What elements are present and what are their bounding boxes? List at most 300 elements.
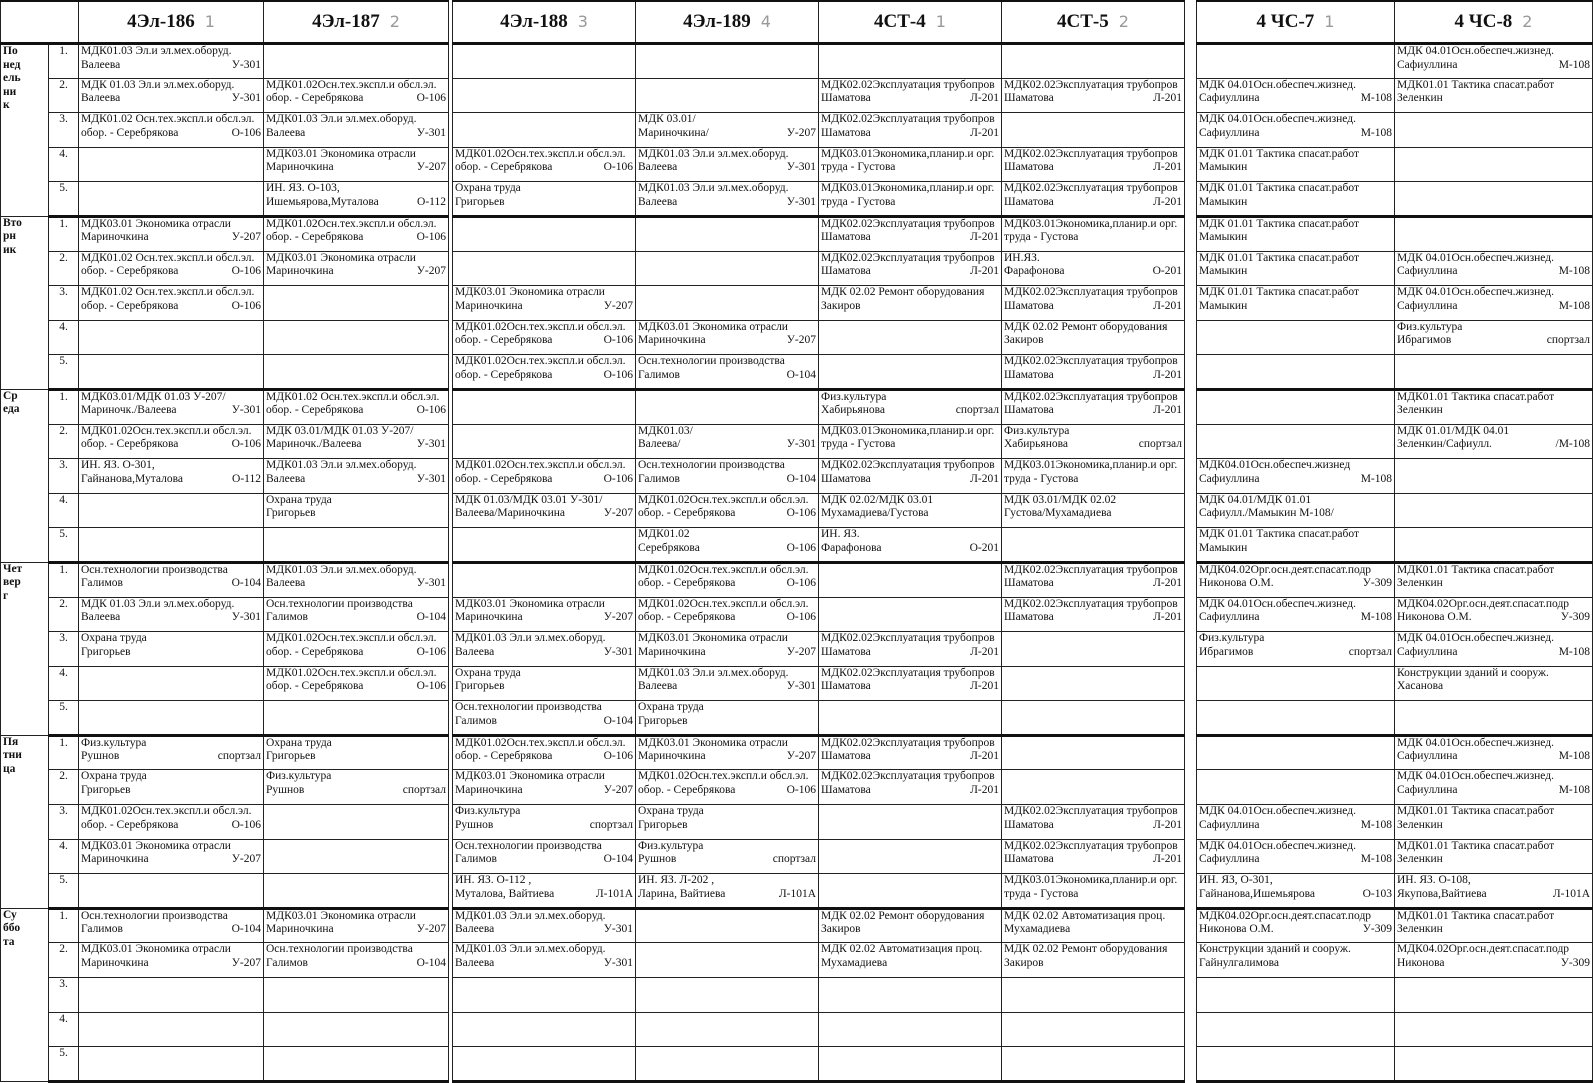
- teacher: обор. - Серебрякова: [638, 611, 736, 623]
- subject: МДК01.02Осн.тех.экспл.и обсл.эл.: [266, 217, 437, 230]
- teacher: Никонова О.М.: [1199, 923, 1274, 936]
- group-name: 4Эл-189: [683, 11, 751, 32]
- lesson-cell: [264, 528, 449, 563]
- teacher: Мариночкина: [455, 299, 523, 312]
- lesson-cell: [819, 424, 1002, 459]
- teacher-line: [266, 231, 446, 245]
- teacher-line: [638, 334, 816, 348]
- lesson-cell: [1197, 424, 1395, 459]
- teacher: Закиров: [1004, 334, 1044, 347]
- room: О-112: [417, 195, 446, 208]
- subject: Осн.технологии производства: [81, 909, 228, 922]
- subject: МДК01.03 Эл.и эл.мех.оборуд.: [455, 943, 606, 956]
- group-name: 4Эл-187: [312, 11, 380, 32]
- schedule-table-chs7-chs8: [1196, 0, 1593, 1083]
- lesson-cell: [1395, 1012, 1593, 1047]
- lesson-cell: [636, 805, 819, 840]
- lesson-cell: [1197, 701, 1395, 736]
- room: О-106: [416, 92, 446, 105]
- teacher-line: [1397, 646, 1590, 660]
- lesson-cell: [1002, 251, 1185, 286]
- room: спортзал: [1348, 645, 1392, 658]
- room: О-106: [786, 541, 816, 554]
- teacher-line: [1004, 161, 1182, 175]
- teacher-line: [1199, 923, 1392, 937]
- group-header-e189: [636, 1, 819, 44]
- teacher-line: [1199, 819, 1392, 833]
- subject: МДК 01.01 Тактика спасат.работ: [1199, 217, 1359, 230]
- lesson-row: [819, 632, 1185, 667]
- lesson-row: [453, 528, 819, 563]
- lesson-number: [49, 597, 79, 632]
- lesson-row: [453, 1012, 819, 1047]
- subject: МДК01.02 Осн.тех.экспл.и обсл.эл.: [266, 390, 440, 403]
- lesson-row: [1197, 943, 1593, 978]
- teacher: Мариночкина: [266, 265, 334, 278]
- room: [995, 438, 999, 452]
- subject: МДК01.02Осн.тех.экспл.и обсл.эл.: [266, 632, 437, 645]
- room: О-106: [603, 472, 633, 485]
- subject: Физ.культура: [1199, 632, 1265, 645]
- room: [1178, 507, 1182, 521]
- teacher-line: [1004, 92, 1182, 106]
- subject: МДК01.02 Осн.тех.экспл.и обсл.эл.: [81, 113, 255, 126]
- teacher: Галимов: [266, 956, 308, 969]
- lesson-cell: [453, 216, 636, 251]
- room: Л-201: [970, 750, 999, 763]
- lesson-row: [819, 597, 1185, 632]
- subject: МДК 04.01Осн.обеспеч.жизнед.: [1199, 839, 1356, 852]
- group-name: 4СТ-5: [1057, 11, 1109, 32]
- lesson-row: [819, 113, 1185, 148]
- teacher-line: [455, 473, 633, 487]
- room: Л-201: [1153, 299, 1182, 312]
- room: У-301: [603, 923, 633, 936]
- lesson-cell: [79, 908, 264, 943]
- teacher: Мариночкина: [638, 750, 706, 763]
- lesson-cell: [636, 251, 819, 286]
- group-name: 4 ЧС-7: [1256, 11, 1315, 32]
- lesson-row: [1, 44, 449, 79]
- lesson-cell: [264, 839, 449, 874]
- lesson-number: [49, 839, 79, 874]
- lesson-row: [819, 908, 1185, 943]
- lesson-number: [49, 78, 79, 113]
- room: О-106: [603, 368, 633, 381]
- lesson-row: [453, 113, 819, 148]
- lesson-row: [819, 528, 1185, 563]
- teacher: Валеева: [638, 161, 678, 174]
- teacher: Григорьев: [455, 195, 505, 208]
- lesson-row: [1197, 1012, 1593, 1047]
- teacher-line: [1199, 507, 1392, 521]
- lesson-cell: [1002, 528, 1185, 563]
- lesson-cell: [79, 839, 264, 874]
- lesson-row: [1, 493, 449, 528]
- subject: Охрана труда: [638, 701, 704, 714]
- lesson-cell: [819, 44, 1002, 79]
- lesson-row: [819, 147, 1185, 182]
- teacher-line: [81, 300, 261, 314]
- lesson-row: [1197, 701, 1593, 736]
- lesson-cell: [453, 1012, 636, 1047]
- subject: МДК02.02Эксплуатация трубопров: [821, 113, 995, 126]
- subject: МДК 02.02 Автоматизация проц.: [821, 943, 983, 956]
- group-name: 4СТ-4: [874, 11, 926, 32]
- group-header-e186: [79, 1, 264, 44]
- subject: МДК01.01 Тактика спасат.работ: [1397, 805, 1555, 818]
- teacher-line: [638, 888, 816, 902]
- teacher: Мухамадиева: [821, 956, 888, 969]
- teacher-line: [1004, 507, 1182, 521]
- lesson-number: [49, 286, 79, 321]
- lesson-cell: [1197, 78, 1395, 113]
- subject: Физ.культура: [1004, 424, 1070, 437]
- teacher: Сафиуллина: [1397, 645, 1458, 658]
- teacher-line: [638, 646, 816, 660]
- lesson-cell: [453, 735, 636, 770]
- teacher: обор. - Серебрякова: [455, 472, 553, 485]
- lesson-cell: [453, 389, 636, 424]
- lesson-cell: [1002, 735, 1185, 770]
- lesson-cell: [264, 943, 449, 978]
- teacher-line: [455, 853, 633, 867]
- teacher-line: [1397, 92, 1590, 106]
- subject: МДК 04.01/МДК 01.01: [1199, 493, 1312, 506]
- lesson-cell: [453, 44, 636, 79]
- room: [629, 196, 633, 210]
- lesson-cell: [636, 113, 819, 148]
- teacher: Никонова О.М.: [1199, 577, 1274, 590]
- room: У-207: [603, 299, 633, 312]
- teacher: Мариночк./Валеева: [266, 438, 362, 451]
- lesson-cell: [79, 735, 264, 770]
- lesson-cell: [453, 1047, 636, 1082]
- lesson-number-text: 5.: [59, 182, 68, 195]
- subject: Охрана труда: [81, 632, 147, 645]
- subject: Осн.технологии производства: [266, 597, 413, 610]
- room: [995, 196, 999, 210]
- lesson-cell: [636, 459, 819, 494]
- lesson-row: [1197, 147, 1593, 182]
- lesson-row: [453, 493, 819, 528]
- subject: МДК03.01Экономика,планир.и орг.: [1004, 217, 1178, 230]
- subject: МДК01.03 Эл.и эл.мех.оборуд.: [455, 909, 606, 922]
- subject: Физ.культура: [266, 770, 332, 783]
- subject: МДК02.02Эксплуатация трубопров: [1004, 839, 1178, 852]
- lesson-row: [1197, 320, 1593, 355]
- teacher-line: [1004, 231, 1182, 245]
- room: [257, 646, 261, 660]
- teacher-line: [455, 300, 633, 314]
- lesson-cell: [453, 182, 636, 217]
- lesson-cell: [1002, 1047, 1185, 1082]
- sheet-2-electric: [452, 0, 818, 1083]
- lesson-cell: [79, 182, 264, 217]
- room: [1178, 231, 1182, 245]
- teacher-line: [81, 923, 261, 937]
- teacher-line: [1199, 300, 1392, 314]
- room: [1178, 888, 1182, 902]
- subject: МДК 02.02/МДК 03.01: [821, 493, 934, 506]
- lesson-cell: [819, 113, 1002, 148]
- room: О-106: [786, 783, 816, 796]
- subject: МДК04.02Орг.осн.деят.спасат.подр: [1199, 563, 1372, 576]
- room: У-207: [603, 507, 633, 520]
- lesson-row: [819, 701, 1185, 736]
- lesson-cell: [453, 770, 636, 805]
- lesson-cell: [264, 978, 449, 1013]
- lesson-cell: [1395, 874, 1593, 909]
- subject: Физ.культура: [81, 736, 147, 749]
- teacher: труда - Густова: [1004, 231, 1079, 244]
- teacher-line: [1199, 542, 1392, 556]
- teacher: Сафиуллина: [1397, 265, 1458, 278]
- teacher-line: [1199, 888, 1392, 902]
- lesson-cell: [1395, 78, 1593, 113]
- lesson-cell: [1002, 874, 1185, 909]
- room: [1388, 300, 1392, 314]
- lesson-row: [1197, 78, 1593, 113]
- subject: Физ.культура: [821, 390, 887, 403]
- teacher-line: [821, 923, 999, 937]
- room: У-309: [1362, 923, 1392, 936]
- lesson-cell: [79, 44, 264, 79]
- subject: МДК02.02Эксплуатация трубопров: [1004, 182, 1178, 195]
- teacher-line: [266, 196, 446, 210]
- lesson-cell: [636, 216, 819, 251]
- teacher: обор. - Серебрякова: [81, 818, 179, 831]
- lesson-cell: [453, 320, 636, 355]
- lesson-cell: [819, 389, 1002, 424]
- teacher-line: [266, 265, 446, 279]
- lesson-row: [819, 666, 1185, 701]
- subject: Охрана труда: [455, 182, 521, 195]
- teacher-line: [1004, 265, 1182, 279]
- teacher: Шаматова: [1004, 161, 1054, 174]
- teacher-line: [1199, 957, 1392, 971]
- lesson-cell: [264, 770, 449, 805]
- lesson-cell: [636, 666, 819, 701]
- lesson-cell: [79, 1012, 264, 1047]
- teacher-line: [266, 507, 446, 521]
- lesson-cell: [636, 182, 819, 217]
- room: [629, 680, 633, 694]
- header-row: [453, 1, 819, 44]
- teacher-line: [1004, 369, 1182, 383]
- lesson-number: [49, 908, 79, 943]
- teacher: Шаматова: [821, 680, 871, 693]
- lesson-cell: [264, 666, 449, 701]
- room: О-106: [416, 231, 446, 244]
- lesson-number: [49, 182, 79, 217]
- lesson-cell: [819, 182, 1002, 217]
- room: Л-201: [970, 680, 999, 693]
- teacher-line: [638, 473, 816, 487]
- teacher-line: [1199, 646, 1392, 660]
- room: О-201: [1152, 265, 1182, 278]
- teacher-line: [81, 231, 261, 245]
- room: У-207: [416, 265, 446, 278]
- teacher-line: [455, 507, 633, 521]
- teacher: обор. - Серебрякова: [455, 161, 553, 174]
- teacher: Шаматова: [1004, 299, 1054, 312]
- teacher: Мариночкина/: [638, 126, 709, 139]
- teacher: обор. - Серебрякова: [266, 404, 364, 417]
- lesson-row: [1, 459, 449, 494]
- subject: МДК02.02Эксплуатация трубопров: [1004, 147, 1178, 160]
- lesson-cell: [1197, 805, 1395, 840]
- subject: МДК01.02Осн.тех.экспл.и обсл.эл.: [455, 459, 626, 472]
- room: У-207: [416, 923, 446, 936]
- lesson-row: [1, 805, 449, 840]
- lesson-cell: [1002, 943, 1185, 978]
- lesson-number-text: 3.: [59, 459, 68, 472]
- teacher: обор. - Серебрякова: [81, 299, 179, 312]
- room: [1388, 231, 1392, 245]
- lesson-cell: [264, 78, 449, 113]
- lesson-cell: [79, 1047, 264, 1082]
- teacher-line: [455, 715, 633, 729]
- teacher: Гайнанова,Ишемьярова: [1199, 887, 1315, 900]
- lesson-cell: [1395, 389, 1593, 424]
- teacher: Густова/Мухамадиева: [1004, 507, 1112, 520]
- group-header-chs8: [1395, 1, 1593, 44]
- lesson-cell: [1002, 978, 1185, 1013]
- room: Л-201: [970, 783, 999, 796]
- teacher-line: [1004, 196, 1182, 210]
- teacher-line: [1199, 853, 1392, 867]
- lesson-cell: [1002, 666, 1185, 701]
- teacher: Мариночкина: [81, 853, 149, 866]
- subject: МДК03.01 Экономика отрасли: [455, 286, 605, 299]
- handwritten-mark: 3: [577, 12, 588, 31]
- teacher: Шаматова: [821, 265, 871, 278]
- lesson-row: [819, 1047, 1185, 1082]
- lesson-cell: [264, 182, 449, 217]
- teacher-line: [1397, 888, 1590, 902]
- subject: МДК01.01 Тактика спасат.работ: [1397, 909, 1555, 922]
- lesson-number: [49, 562, 79, 597]
- room: М-108: [1558, 58, 1590, 71]
- lesson-cell: [1002, 459, 1185, 494]
- room: спортзал: [1138, 438, 1182, 451]
- teacher: Валеева: [266, 577, 306, 590]
- teacher-line: [1199, 161, 1392, 175]
- teacher-line: [1004, 577, 1182, 591]
- lesson-cell: [636, 632, 819, 667]
- lesson-cell: [1197, 113, 1395, 148]
- room: У-207: [786, 645, 816, 658]
- subject: МДК01.02Осн.тех.экспл.и обсл.эл.: [638, 770, 809, 783]
- subject: Конструкции зданий и сооруж.: [1199, 943, 1351, 956]
- subject: МДК03.01Экономика,планир.и орг.: [1004, 874, 1178, 887]
- teacher-line: [455, 334, 633, 348]
- schedule-table-e186-e187: [0, 0, 449, 1083]
- lesson-cell: [264, 459, 449, 494]
- room: М-108: [1360, 472, 1392, 485]
- teacher: Мариночкина: [638, 334, 706, 347]
- room: У-301: [603, 645, 633, 658]
- lesson-cell: [79, 701, 264, 736]
- teacher-line: [81, 819, 261, 833]
- subject: ИН. ЯЗ. Л-202 ,: [638, 874, 715, 887]
- subject: МДК01.02Осн.тех.экспл.и обсл.эл.: [638, 597, 809, 610]
- teacher-line: [81, 784, 261, 798]
- lesson-cell: [79, 320, 264, 355]
- lesson-row: [1197, 874, 1593, 909]
- group-name: 4 ЧС-8: [1454, 11, 1513, 32]
- teacher: Галимов: [638, 368, 680, 381]
- teacher: Ларина, Вайтиева: [638, 887, 726, 900]
- teacher-line: [266, 438, 446, 452]
- teacher: обор. - Серебрякова: [81, 126, 179, 139]
- lesson-cell: [1002, 216, 1185, 251]
- teacher-line: [81, 750, 261, 764]
- teacher-line: [1004, 957, 1182, 971]
- day-name: Су ббо та: [3, 908, 21, 948]
- teacher: Валеева: [81, 58, 121, 71]
- lesson-cell: [79, 597, 264, 632]
- lesson-cell: [636, 286, 819, 321]
- lesson-cell: [819, 147, 1002, 182]
- lesson-row: [1, 528, 449, 563]
- subject: МДК 04.01Осн.обеспеч.жизнед.: [1397, 286, 1554, 299]
- lesson-cell: [264, 735, 449, 770]
- teacher: труда - Густова: [1004, 472, 1079, 485]
- lesson-cell: [819, 78, 1002, 113]
- subject: МДК01.03 Эл.и эл.мех.оборуд.: [266, 459, 417, 472]
- room: У-301: [786, 161, 816, 174]
- teacher: Сафиуллина: [1199, 853, 1260, 866]
- lesson-row: [819, 874, 1185, 909]
- teacher: Валеева/Мариночкина: [455, 507, 566, 520]
- subject: Охрана труда: [266, 493, 332, 506]
- lesson-cell: [1002, 597, 1185, 632]
- room: [1388, 542, 1392, 556]
- lesson-row: [819, 216, 1185, 251]
- lesson-cell: [819, 562, 1002, 597]
- room: У-207: [231, 231, 261, 244]
- teacher: Валеева: [266, 126, 306, 139]
- teacher-line: [821, 680, 999, 694]
- subject: Осн.технологии производства: [455, 701, 602, 714]
- subject: Осн.технологии производства: [266, 943, 413, 956]
- teacher-line: [1397, 784, 1590, 798]
- teacher: Шаматова: [1004, 577, 1054, 590]
- lesson-cell: [819, 493, 1002, 528]
- lesson-number-text: 1.: [59, 736, 68, 749]
- subject: МДК01.03/: [638, 424, 693, 437]
- teacher: Шаматова: [1004, 853, 1054, 866]
- subject: Конструкции зданий и сооруж.: [1397, 666, 1549, 679]
- room: [1388, 507, 1392, 521]
- lesson-cell: [1002, 493, 1185, 528]
- lesson-cell: [1197, 320, 1395, 355]
- lesson-cell: [1197, 286, 1395, 321]
- lesson-row: [1197, 597, 1593, 632]
- teacher: Галимов: [455, 714, 497, 727]
- lesson-row: [819, 320, 1185, 355]
- room: О-106: [786, 507, 816, 520]
- lesson-cell: [1197, 770, 1395, 805]
- lesson-row: [1, 389, 449, 424]
- teacher-line: [266, 784, 446, 798]
- subject: МДК02.02Эксплуатация трубопров: [1004, 355, 1178, 368]
- lesson-number: [49, 147, 79, 182]
- teacher: Галимов: [455, 853, 497, 866]
- lesson-cell: [1002, 286, 1185, 321]
